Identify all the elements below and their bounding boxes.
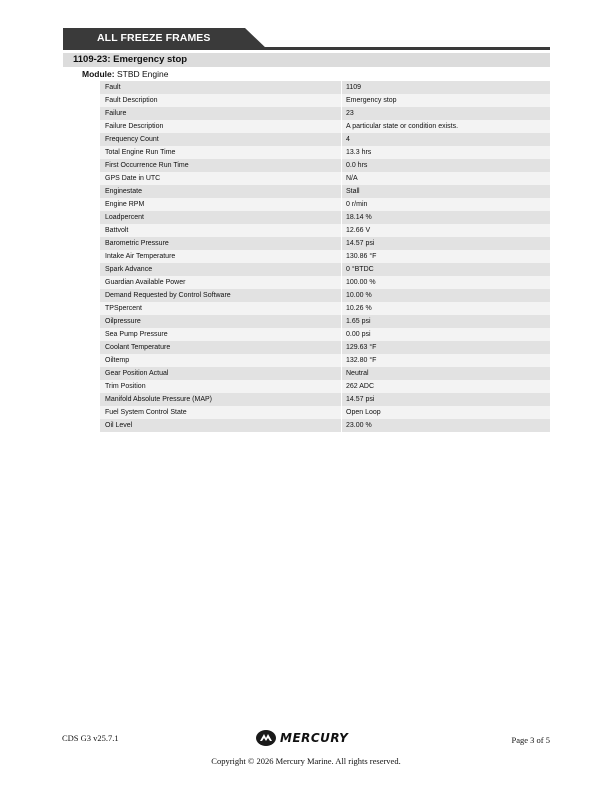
parameter-name: Demand Requested by Control Software [100, 289, 342, 302]
parameter-value: 4 [346, 136, 350, 143]
parameter-name: Oiltemp [100, 354, 342, 367]
parameter-value: 10.00 % [346, 292, 372, 299]
parameter-value: 0 °BTDC [346, 266, 374, 273]
table-row [100, 289, 550, 302]
parameter-value: Stall [346, 188, 360, 195]
parameter-value: 0.00 psi [346, 331, 371, 338]
parameter-value: 0 r/min [346, 201, 368, 208]
parameter-name: Intake Air Temperature [100, 250, 342, 263]
parameter-value: 12.66 V [346, 227, 371, 234]
parameter-value: 262 ADC [346, 383, 375, 390]
parameter-name: Battvolt [100, 224, 342, 237]
parameter-name: Frequency Count [100, 133, 342, 146]
mercury-logo [255, 728, 348, 748]
parameter-value: Neutral [346, 370, 369, 377]
module-line [82, 68, 168, 80]
parameter-value: 1109 [346, 84, 362, 91]
parameter-name: Total Engine Run Time [100, 146, 342, 159]
parameter-value: 129.63 °F [346, 344, 377, 351]
parameter-name: Fault [100, 81, 342, 94]
parameter-value: 1.65 psi [346, 318, 371, 325]
parameter-name: Fault Description [100, 94, 342, 107]
freeze-frame-table [100, 81, 550, 432]
parameter-name: Failure Description [100, 120, 342, 133]
table-row [100, 237, 550, 250]
parameter-name: Manifold Absolute Pressure (MAP) [100, 393, 342, 406]
parameter-name: Coolant Temperature [100, 341, 342, 354]
table-row [100, 393, 550, 406]
table-row [100, 419, 550, 432]
parameter-value: Emergency stop [346, 97, 397, 104]
section-title: ALL FREEZE FRAMES [97, 32, 211, 44]
parameter-value: 14.57 psi [346, 240, 375, 247]
table-row [100, 354, 550, 367]
parameter-name: Enginestate [100, 185, 342, 198]
parameter-name: Gear Position Actual [100, 367, 342, 380]
header-rule [63, 47, 550, 50]
parameter-name: Trim Position [100, 380, 342, 393]
table-row [100, 328, 550, 341]
parameter-value: N/A [346, 175, 358, 182]
parameter-value: 13.3 hrs [346, 149, 372, 156]
table-row [100, 159, 550, 172]
parameter-name: First Occurrence Run Time [100, 159, 342, 172]
table-row [100, 107, 550, 120]
module-label: Module: [82, 69, 115, 79]
parameter-name: Guardian Available Power [100, 276, 342, 289]
table-row [100, 120, 550, 133]
parameter-name: GPS Date in UTC [100, 172, 342, 185]
parameter-value: 130.86 °F [346, 253, 377, 260]
mercury-emblem-icon [255, 729, 277, 747]
page-number: Page 3 of 5 [511, 735, 550, 745]
parameter-name: Spark Advance [100, 263, 342, 276]
table-row [100, 380, 550, 393]
table-row [100, 198, 550, 211]
table-row [100, 185, 550, 198]
table-row [100, 211, 550, 224]
table-row [100, 263, 550, 276]
parameter-value: A particular state or condition exists. [346, 123, 459, 130]
version-text: CDS G3 v25.7.1 [62, 733, 119, 743]
module-value: STBD Engine [116, 69, 169, 79]
parameter-name: Failure [100, 107, 342, 120]
table-row [100, 146, 550, 159]
parameter-value: 132.80 °F [346, 357, 377, 364]
fault-heading: 1109-23: Emergency stop [63, 53, 550, 67]
table-row [100, 276, 550, 289]
parameter-value: 100.00 % [346, 279, 376, 286]
parameter-value: 23.00 % [346, 422, 372, 429]
table-row [100, 81, 550, 94]
parameter-value: 23 [346, 110, 354, 117]
parameter-name: Oil Level [100, 419, 342, 432]
parameter-value: 18.14 % [346, 214, 372, 221]
copyright-text: Copyright © 2026 Mercury Marine. All rights reserved. [211, 756, 401, 766]
parameter-name: TPSpercent [100, 302, 342, 315]
parameter-value: 10.26 % [346, 305, 372, 312]
table-row [100, 302, 550, 315]
table-row [100, 94, 550, 107]
parameter-value: 0.0 hrs [346, 162, 368, 169]
parameter-name: Sea Pump Pressure [100, 328, 342, 341]
parameter-name: Barometric Pressure [100, 237, 342, 250]
table-row [100, 172, 550, 185]
parameter-name: Oilpressure [100, 315, 342, 328]
table-row [100, 133, 550, 146]
logo-wordmark: MERCURY [280, 731, 349, 745]
table-row [100, 406, 550, 419]
table-row [100, 341, 550, 354]
parameter-name: Loadpercent [100, 211, 342, 224]
parameter-name: Engine RPM [100, 198, 342, 211]
parameter-value: 14.57 psi [346, 396, 375, 403]
table-row [100, 315, 550, 328]
table-row [100, 367, 550, 380]
parameter-value: Open Loop [346, 409, 381, 416]
table-row [100, 250, 550, 263]
table-row [100, 224, 550, 237]
parameter-name: Fuel System Control State [100, 406, 342, 419]
